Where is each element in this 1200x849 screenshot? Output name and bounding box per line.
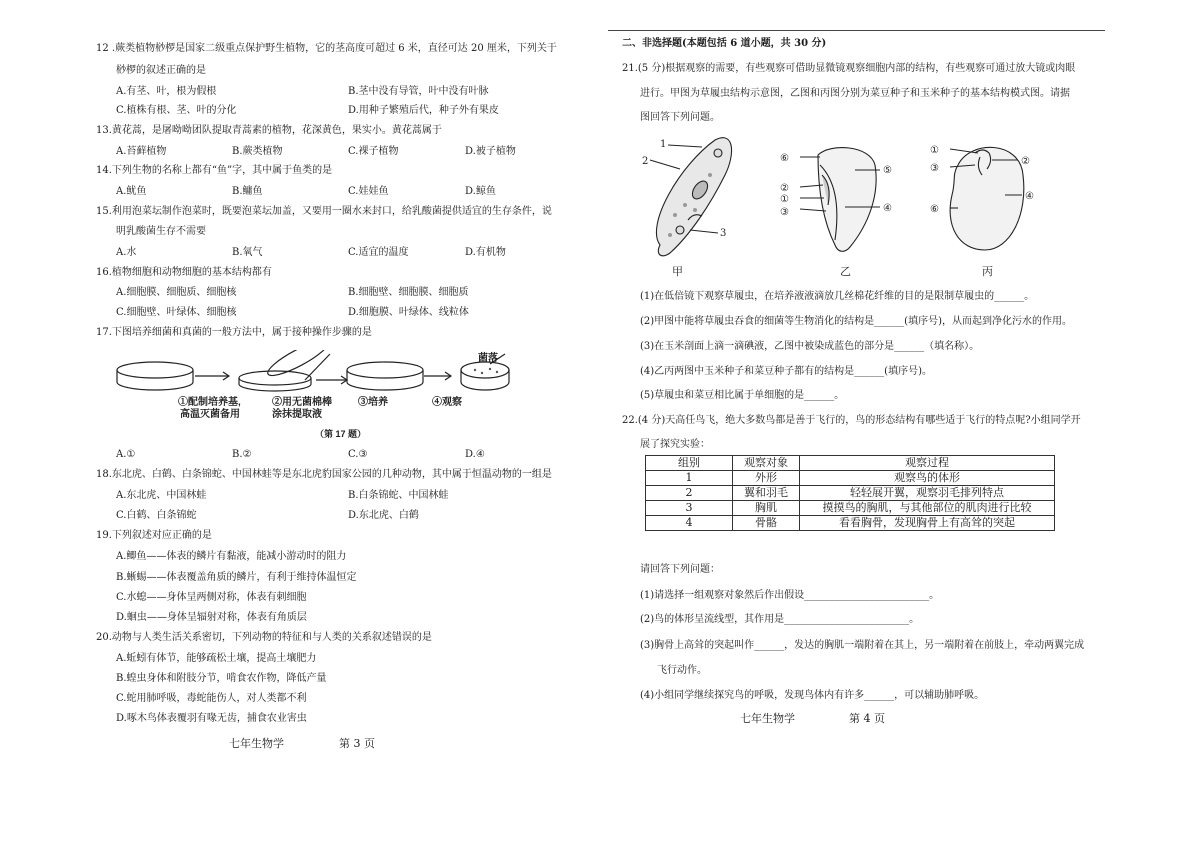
table-cell: 骨骼 [733,516,800,531]
yi-label-4: ④ [883,203,892,214]
yi-label-6: ⑥ [780,153,789,164]
table-header: 观察对象 [733,456,800,471]
right-footer-subject: 七年生物学 [740,712,795,725]
q17-label-colony: 菌落 [478,353,498,364]
q16-option-c: C.细胞壁、叶绿体、细胞核 [116,307,237,318]
q17-caption: （第 17 题） [315,429,367,439]
bing-label-1: ① [930,145,939,156]
header-rule [608,30,1105,31]
q12-stem-line2: 桫椤的叙述正确的是 [116,65,206,76]
q18-option-a: A.东北虎、中国林蛙 [116,490,207,501]
table-cell: 3 [646,501,733,516]
bing-label-3: ③ [930,163,939,174]
q20-option-a: A.蚯蚓有体节，能够疏松土壤，提高土壤肥力 [116,653,317,664]
q21-stem-line3: 图回答下列问题。 [640,112,720,123]
q22-sub3-line1: (3)胸骨上高耸的突起叫作______，发达的胸肌一端附着在其上，另一端附着在前肢上，牵动两翼完成 [640,640,1085,651]
q19-option-c: C.水螅——身体呈两侧对称，体表有刺细胞 [116,592,307,603]
table-header-row [646,456,1055,471]
fig-jia: 甲 [672,265,683,278]
q17-figure [90,350,510,448]
q16-option-b: B.细胞壁、细胞膜、细胞质 [348,287,469,298]
q12-option-c: C.植株有根、茎、叶的分化 [116,105,237,116]
q17-option-a: A.① [116,449,136,460]
q22-sub3-line2: 飞行动作。 [657,665,707,676]
table-row [646,471,1055,486]
table-cell: 看看胸骨，发现胸骨上有高耸的突起 [800,516,1055,531]
q15-option-a: A.水 [116,247,137,258]
q12-option-d: D.用种子繁殖后代，种子外有果皮 [348,105,499,116]
q21-sub3: (3)在玉米剖面上滴一滴碘液，乙图中被染成蓝色的部分是______（填名称）。 [640,341,980,352]
q20-option-d: D.啄木鸟体表覆羽有喙无齿，捕食农业害虫 [116,713,307,724]
q22-stem-line1: 22.(4 分)天高任鸟飞，绝大多数鸟都是善于飞行的，鸟的形态结构有哪些适于飞行的特点呢?小组同学开 [622,415,1081,426]
q19-option-b: B.蜥蜴——体表覆盖角质的鳞片，有利于维持体温恒定 [116,572,357,583]
fig-yi: 乙 [840,265,851,278]
table-row [646,516,1055,531]
bing-label-4: ④ [1025,191,1034,202]
table-cell: 翼和羽毛 [733,486,800,501]
q15-option-c: C.适宜的温度 [348,247,409,258]
q18-option-d: D.东北虎、白鹤 [348,510,419,521]
fig-bing: 丙 [982,265,993,278]
q22-sub4: (4)小组同学继续探究鸟的呼吸，发现鸟体内有许多______，可以辅助肺呼吸。 [640,690,985,701]
q13-option-d: D.被子植物 [465,146,516,157]
q17-label-step4: ④观察 [432,397,462,408]
q17-label-step2a: ②用无菌棉棒 [272,397,332,408]
q16-option-d: D.细胞膜、叶绿体、线粒体 [348,307,469,318]
q20-option-c: C.蛇用肺呼吸，毒蛇能伤人，对人类都不利 [116,693,307,704]
jia-label-3: 3 [720,228,727,239]
q12-stem-line1: 12 .蕨类植物桫椤是国家二级重点保护野生植物，它的茎高度可超过 6 米，直径可达 20 厘米，下列关于 [96,43,557,54]
yi-label-1: ① [780,194,789,205]
q19-option-d: D.蛔虫——身体呈辐射对称，体表有角质层 [116,612,307,623]
q17-option-d: D.④ [465,449,485,460]
bing-label-2: ② [1021,156,1030,167]
q18-option-b: B.白条锦蛇、中国林蛙 [348,490,449,501]
table-cell: 观察鸟的体形 [800,471,1055,486]
q12-option-b: B.茎中没有导管，叶中没有叶脉 [348,86,489,97]
q21-sub1: (1)在低倍镜下观察草履虫，在培养液液滴放几丝棉花纤维的目的是限制草履虫的______。 [640,291,1035,302]
q20-option-b: B.蝗虫身体和附肢分节，啃食农作物，降低产量 [116,673,327,684]
q14-option-d: D.鲸鱼 [465,186,496,197]
table-cell: 胸肌 [733,501,800,516]
q17-label-step2b: 涂抹提取液 [272,409,322,420]
q15-stem-line2: 明乳酸菌生存不需要 [116,226,206,237]
q13-option-c: C.裸子植物 [348,146,399,157]
section-heading: 二、非选择题(本题包括 6 道小题，共 30 分) [622,38,827,49]
table-header: 组别 [646,456,733,471]
q22-table [645,455,1055,531]
q17-option-c: C.③ [348,449,368,460]
q21-sub5: (5)草履虫和菜豆相比属于单细胞的是______。 [640,390,845,401]
q21-stem-line2: 进行。甲图为草履虫结构示意图，乙图和丙图分别为菜豆种子和玉米种子的基本结构模式图。请据 [640,88,1070,99]
table-cell: 4 [646,516,733,531]
q13-option-a: A.苔藓植物 [116,146,167,157]
q21-figure [640,135,1060,280]
left-footer-page: 第 3 页 [339,737,375,750]
jia-label-2: 2 [642,156,649,167]
q21-stem-line1: 21.(5 分)根据观察的需要，有些观察可借助显微镜观察细胞内部的结构，有些观察可通过放大镜或肉眼 [622,63,1076,74]
q16-stem: 16.植物细胞和动物细胞的基本结构都有 [96,267,272,278]
table-header: 观察过程 [800,456,1055,471]
yi-label-5: ⑤ [883,165,892,176]
q22-stem-line2: 展了探究实验： [640,439,710,450]
q19-option-a: A.鲫鱼——体表的鳞片有黏液，能减小游动时的阻力 [116,551,347,562]
q20-stem: 20.动物与人类生活关系密切，下列动物的特征和与人类的关系叙述错误的是 [96,632,432,643]
q16-option-a: A.细胞膜、细胞质、细胞核 [116,287,237,298]
table-cell: 轻轻展开翼，观察羽毛排列特点 [800,486,1055,501]
q15-option-b: B.氧气 [232,247,263,258]
q15-stem-line1: 15.利用泡菜坛制作泡菜时，既要泡菜坛加盖，又要用一圈水来封口，给乳酸菌提供适宜的生存条件，说 [96,206,552,217]
yi-label-3: ③ [780,207,789,218]
q13-option-b: B.蕨类植物 [232,146,283,157]
q17-option-b: B.② [232,449,252,460]
q12-option-a: A.有茎、叶，根为假根 [116,86,217,97]
q22-sub2: (2)鸟的体形呈流线型，其作用是_________________________。 [640,614,920,625]
q17-label-step1a: ①配制培养基, [178,397,241,408]
q14-option-a: A.鱿鱼 [116,186,147,197]
table-cell: 摸摸鸟的胸肌，与其他部位的肌肉进行比较 [800,501,1055,516]
table-row [646,486,1055,501]
q21-sub4: (4)乙丙两图中玉米种子和菜豆种子都有的结构是______(填序号)。 [640,366,932,377]
table-row [646,501,1055,516]
q17-label-step1b: 高温灭菌备用 [180,409,240,420]
q15-option-d: D.有机物 [465,247,506,258]
q22-prompt: 请回答下列问题： [640,564,720,575]
q14-stem: 14.下列生物的名称上都有“鱼”字，其中属于鱼类的是 [96,165,333,176]
q14-option-b: B.鳙鱼 [232,186,263,197]
left-footer-subject: 七年生物学 [229,737,284,750]
yi-label-2: ② [780,183,789,194]
q18-option-c: C.白鹤、白条锦蛇 [116,510,197,521]
table-cell: 2 [646,486,733,501]
q14-option-c: C.娃娃鱼 [348,186,389,197]
jia-label-1: 1 [660,139,667,150]
q17-label-step3: ③培养 [358,397,388,408]
q18-stem: 18.东北虎、白鹤、白条锦蛇、中国林蛙等是东北虎豹国家公园的几种动物，其中属于恒温动物的一组是 [96,469,552,480]
right-footer-page: 第 4 页 [849,712,885,725]
q22-sub1: (1)请选择一组观察对象然后作出假设_________________________。 [640,590,940,601]
q17-stem: 17.下图培养细菌和真菌的一般方法中，属于接种操作步骤的是 [96,327,372,338]
q19-stem: 19.下列叙述对应正确的是 [96,530,212,541]
q21-sub2: (2)甲图中能将草履虫吞食的细菌等生物消化的结构是______(填序号)，从而起到净化污水的作用。 [640,316,1072,327]
table-cell: 外形 [733,471,800,486]
bing-label-6: ⑥ [930,204,939,215]
table-cell: 1 [646,471,733,486]
q13-stem: 13.黄花蒿，是屠呦呦团队提取青蒿素的植物，花深黄色，果实小。黄花蒿属于 [96,125,442,136]
